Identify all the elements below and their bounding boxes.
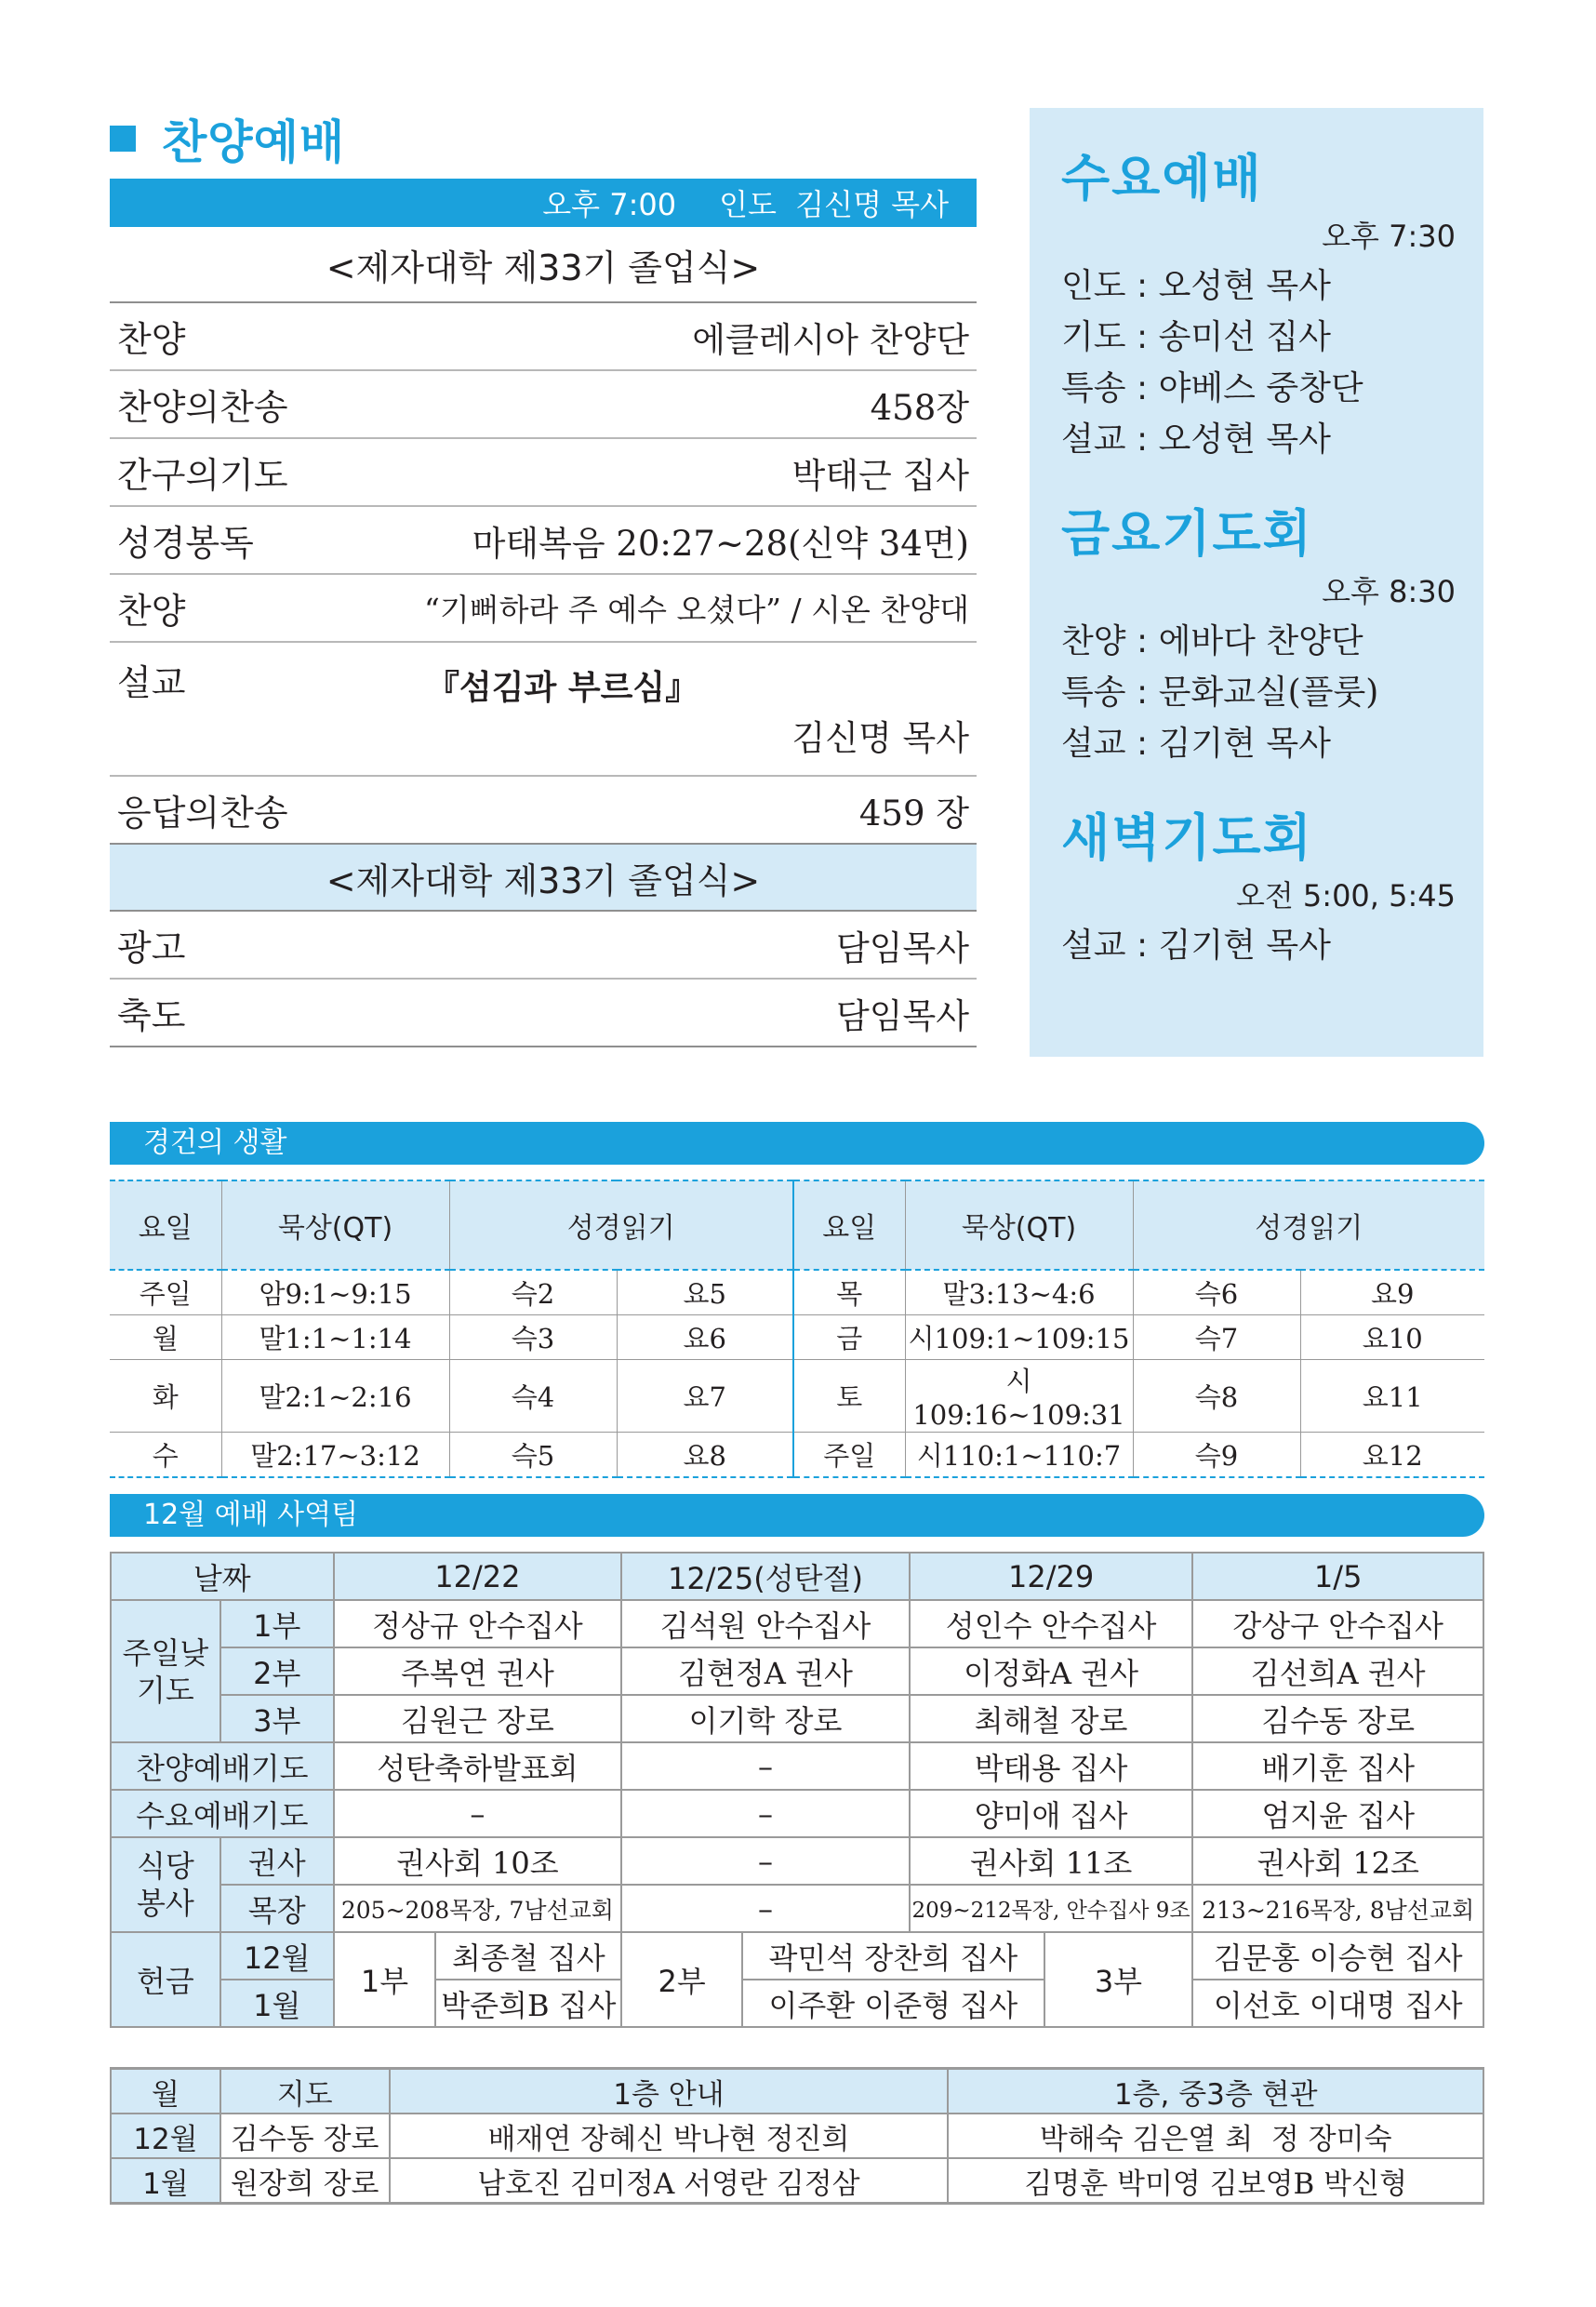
service-role: 특송	[1061, 673, 1126, 712]
separator: :	[1125, 673, 1159, 712]
reading-cell: 슥2	[449, 1270, 617, 1315]
announcements-row	[110, 912, 977, 980]
service-person: 오성현 목사	[1158, 420, 1331, 459]
name-cell: 주복연 권사	[334, 1647, 622, 1695]
evening-time-bar	[110, 179, 977, 227]
month-label: 1월	[220, 1980, 334, 2027]
date-label: 날짜	[111, 1553, 334, 1600]
wednesday-title: 수요예배	[1061, 149, 1263, 207]
date-cell: 12/25(성탄절)	[621, 1553, 910, 1600]
program-row	[110, 507, 977, 575]
service-line	[1061, 616, 1456, 667]
date-cell: 12/22	[334, 1553, 622, 1600]
qt-cell: 말2:17~3:12	[221, 1433, 449, 1478]
separator: :	[1125, 725, 1159, 763]
evening-time: 오후 7:00	[542, 187, 677, 222]
service-role: 기도	[1061, 318, 1126, 356]
program-label: 광고	[117, 927, 186, 968]
offering-part: 3부	[1044, 1932, 1193, 2027]
name-cell: 권사회 11조	[910, 1837, 1193, 1885]
devotion-table	[110, 1180, 1484, 1478]
separator: :	[1125, 622, 1159, 660]
ceremony-heading: <제자대학 제33기 졸업식>	[110, 227, 977, 303]
service-role: 설교	[1061, 725, 1126, 763]
service-line	[1061, 718, 1456, 769]
service-person: 에바다 찬양단	[1158, 622, 1363, 660]
service-line	[1061, 920, 1456, 971]
service-role: 설교	[1061, 420, 1126, 459]
qt-cell: 말2:1~2:16	[221, 1360, 449, 1433]
praise-prayer-label: 찬양예배기도	[111, 1742, 334, 1790]
program-value: 담임목사	[836, 927, 969, 968]
day-cell: 금	[793, 1315, 905, 1360]
program-label: 찬양의찬송	[117, 387, 288, 428]
name-cell: 성인수 안수집사	[910, 1600, 1193, 1647]
evening-title-row	[110, 108, 977, 169]
reading-cell: 요5	[617, 1270, 793, 1315]
separator: :	[1125, 369, 1159, 407]
names-cell: 배재연 장혜신 박나현 정진희	[390, 2114, 949, 2158]
table-row	[110, 1360, 1484, 1433]
guide-cell: 김수동 장로	[220, 2114, 390, 2158]
date-cell: 12/29	[910, 1553, 1193, 1600]
program-value: “기뻐하라 주 예수 오셨다” / 시온 찬양대	[424, 592, 969, 628]
table-row	[111, 2114, 1483, 2158]
devotion-header-row	[110, 1180, 1484, 1270]
month-cell: 1월	[111, 2158, 220, 2204]
name-cell: 박준희B 집사	[435, 1980, 621, 2027]
reading-cell: 슥5	[449, 1433, 617, 1478]
name-cell: 김수동 장로	[1192, 1695, 1483, 1742]
separator: :	[1125, 927, 1159, 965]
service-role: 인도	[1061, 267, 1126, 305]
name-cell: 이주환 이준형 집사	[742, 1980, 1044, 2027]
col-header-reading: 성경읽기	[449, 1180, 793, 1270]
table-row	[110, 1270, 1484, 1315]
name-cell: 최종철 집사	[435, 1932, 621, 1980]
col-header-guide: 지도	[220, 2069, 390, 2114]
table-row	[111, 1647, 1483, 1695]
wed-prayer-label: 수요예배기도	[111, 1790, 334, 1837]
service-person: 김기현 목사	[1158, 725, 1331, 763]
program-value: 458장	[870, 387, 969, 428]
name-cell: 이정화A 권사	[910, 1647, 1193, 1695]
col-header-qt: 묵상(QT)	[905, 1180, 1133, 1270]
name-cell: 권사회 10조	[334, 1837, 622, 1885]
reading-cell: 요10	[1300, 1315, 1484, 1360]
weekday-services-box	[1030, 108, 1483, 1057]
table-row	[110, 1433, 1484, 1478]
name-cell: 박태용 집사	[910, 1742, 1193, 1790]
program-label: 간구의기도	[117, 455, 288, 496]
name-cell: 이기학 장로	[621, 1695, 910, 1742]
service-person: 김기현 목사	[1158, 927, 1331, 965]
day-cell: 주일	[793, 1433, 905, 1478]
date-header-row	[111, 1553, 1483, 1600]
friday-title: 금요기도회	[1061, 504, 1313, 563]
name-cell: 정상규 안수집사	[334, 1600, 622, 1647]
table-row	[111, 1885, 1483, 1932]
day-cell: 주일	[110, 1270, 221, 1315]
service-role: 특송	[1061, 369, 1126, 407]
table-row	[111, 1932, 1483, 1980]
name-cell: 배기훈 집사	[1192, 1742, 1483, 1790]
cafeteria-label: 식당 봉사	[111, 1837, 220, 1932]
reading-cell: 요11	[1300, 1360, 1484, 1433]
program-value: 마태복음 20:27~28(신약 34면)	[472, 523, 969, 564]
guidance-header-row	[111, 2069, 1483, 2114]
name-cell: 엄지윤 집사	[1192, 1790, 1483, 1837]
sermon-preacher: 김신명 목사	[791, 718, 969, 758]
service-person: 야베스 중창단	[1158, 369, 1363, 407]
col-header-month: 월	[111, 2069, 220, 2114]
day-cell: 수	[110, 1433, 221, 1478]
col-header-1f-guide: 1층 안내	[390, 2069, 949, 2114]
program-label: 찬양	[117, 591, 186, 632]
name-cell: 권사회 12조	[1192, 1837, 1483, 1885]
table-row	[111, 1695, 1483, 1742]
evening-leader: 인도 김신명 목사	[719, 187, 949, 222]
date-cell: 1/5	[1192, 1553, 1483, 1600]
service-person: 오성현 목사	[1158, 267, 1331, 305]
evening-service-section	[110, 108, 977, 1047]
sunday-prayer-label: 주일낮 기도	[111, 1600, 220, 1742]
program-row	[110, 303, 977, 371]
service-line	[1061, 363, 1456, 414]
month-cell: 12월	[111, 2114, 220, 2158]
name-cell: 이선호 이대명 집사	[1192, 1980, 1483, 2027]
table-row	[111, 2158, 1483, 2204]
reading-cell: 요7	[617, 1360, 793, 1433]
reading-cell: 슥8	[1133, 1360, 1300, 1433]
reading-cell: 슥9	[1133, 1433, 1300, 1478]
qt-cell: 시110:1~110:7	[905, 1433, 1133, 1478]
table-row	[110, 1315, 1484, 1360]
day-cell: 목	[793, 1270, 905, 1315]
qt-cell: 말3:13~4:6	[905, 1270, 1133, 1315]
name-cell: –	[621, 1885, 910, 1932]
program-label: 축도	[117, 995, 186, 1036]
name-cell: 김현정A 권사	[621, 1647, 910, 1695]
benediction-row	[110, 980, 977, 1047]
name-cell: 양미애 집사	[910, 1790, 1193, 1837]
service-person: 문화교실(플룻)	[1158, 673, 1379, 712]
col-header-day: 요일	[793, 1180, 905, 1270]
service-role: 설교	[1061, 927, 1126, 965]
program-value: 박태근 집사	[791, 455, 969, 496]
part-label: 3부	[220, 1695, 334, 1742]
ministry-section-header: 12월 예배 사역팀	[110, 1494, 1484, 1537]
part-label: 1부	[220, 1600, 334, 1647]
name-cell: –	[334, 1790, 622, 1837]
reading-cell: 요8	[617, 1433, 793, 1478]
name-cell: 205~208목장, 7남선교회	[334, 1885, 622, 1932]
name-cell: 김석원 안수집사	[621, 1600, 910, 1647]
separator: :	[1125, 318, 1159, 356]
square-bullet-icon	[110, 126, 136, 152]
program-value: 에클레시아 찬양단	[692, 319, 969, 360]
name-cell: 성탄축하발표회	[334, 1742, 622, 1790]
dawn-prayer	[1061, 805, 1456, 971]
day-cell: 월	[110, 1315, 221, 1360]
friday-time: 오후 8:30	[1322, 574, 1456, 609]
name-cell: –	[621, 1837, 910, 1885]
sermon-row	[110, 643, 977, 777]
qt-cell: 말1:1~1:14	[221, 1315, 449, 1360]
table-row	[111, 1742, 1483, 1790]
name-cell: 209~212목장, 안수집사 9조	[910, 1885, 1193, 1932]
name-cell: 강상구 안수집사	[1192, 1600, 1483, 1647]
col-header-qt: 묵상(QT)	[221, 1180, 449, 1270]
service-line	[1061, 260, 1456, 312]
part-label: 2부	[220, 1647, 334, 1695]
sermon-label: 설교	[117, 662, 186, 703]
reading-cell: 요6	[617, 1315, 793, 1360]
dawn-time: 오전 5:00, 5:45	[1235, 878, 1456, 913]
qt-cell: 암9:1~9:15	[221, 1270, 449, 1315]
table-row	[111, 1600, 1483, 1647]
part-label: 권사	[220, 1837, 334, 1885]
table-row	[111, 1790, 1483, 1837]
devotion-section-header: 경건의 생활	[110, 1122, 1484, 1165]
col-header-day: 요일	[110, 1180, 221, 1270]
response-hymn-row	[110, 777, 977, 845]
program-row	[110, 439, 977, 507]
day-cell: 화	[110, 1360, 221, 1433]
part-label: 목장	[220, 1885, 334, 1932]
day-cell: 토	[793, 1360, 905, 1433]
name-cell: 최해철 장로	[910, 1695, 1193, 1742]
name-cell: 213~216목장, 8남선교회	[1192, 1885, 1483, 1932]
table-row	[111, 1980, 1483, 2027]
offering-label: 헌금	[111, 1932, 220, 2027]
service-line	[1061, 414, 1456, 465]
col-header-entrance: 1층, 중3층 현관	[948, 2069, 1483, 2114]
guidance-table	[110, 2067, 1484, 2205]
program-label: 응답의찬송	[117, 793, 288, 833]
name-cell: 곽민석 장찬희 집사	[742, 1932, 1044, 1980]
wednesday-service	[1061, 145, 1456, 465]
program-row	[110, 575, 977, 643]
service-line	[1061, 312, 1456, 363]
wednesday-time: 오후 7:30	[1322, 219, 1456, 254]
sermon-title: 『섬김과 부르심』	[426, 669, 699, 707]
program-value: 담임목사	[836, 995, 969, 1036]
name-cell: –	[621, 1790, 910, 1837]
col-header-reading: 성경읽기	[1133, 1180, 1484, 1270]
name-cell: 김문홍 이승현 집사	[1192, 1932, 1483, 1980]
reading-cell: 슥3	[449, 1315, 617, 1360]
table-row	[111, 1837, 1483, 1885]
separator: :	[1125, 267, 1159, 305]
program-value: 459 장	[858, 793, 969, 833]
ministry-table	[110, 1552, 1484, 2028]
dawn-title: 새벽기도회	[1061, 808, 1313, 867]
service-line	[1061, 667, 1456, 718]
program-row	[110, 371, 977, 439]
separator: :	[1125, 420, 1159, 459]
reading-cell: 슥7	[1133, 1315, 1300, 1360]
reading-cell: 요9	[1300, 1270, 1484, 1315]
reading-cell: 요12	[1300, 1433, 1484, 1478]
name-cell: 김원근 장로	[334, 1695, 622, 1742]
names-cell: 남호진 김미정A 서영란 김정삼	[390, 2158, 949, 2204]
names-cell: 김명훈 박미영 김보영B 박신형	[948, 2158, 1483, 2204]
program-label: 찬양	[117, 319, 186, 360]
service-person: 송미선 집사	[1158, 318, 1331, 356]
friday-prayer	[1061, 500, 1456, 769]
names-cell: 박해숙 김은열 최 정 장미숙	[948, 2114, 1483, 2158]
ceremony-heading-2: <제자대학 제33기 졸업식>	[110, 845, 977, 912]
offering-part: 2부	[621, 1932, 742, 2027]
program-label: 성경봉독	[117, 523, 254, 564]
name-cell: –	[621, 1742, 910, 1790]
name-cell: 김선희A 권사	[1192, 1647, 1483, 1695]
month-label: 12월	[220, 1932, 334, 1980]
qt-cell: 시109:1~109:15	[905, 1315, 1133, 1360]
qt-cell: 시109:16~109:31	[905, 1360, 1133, 1433]
evening-service-title: 찬양예배	[162, 115, 346, 169]
service-role: 찬양	[1061, 622, 1126, 660]
offering-part: 1부	[334, 1932, 436, 2027]
reading-cell: 슥6	[1133, 1270, 1300, 1315]
reading-cell: 슥4	[449, 1360, 617, 1433]
guide-cell: 원장희 장로	[220, 2158, 390, 2204]
